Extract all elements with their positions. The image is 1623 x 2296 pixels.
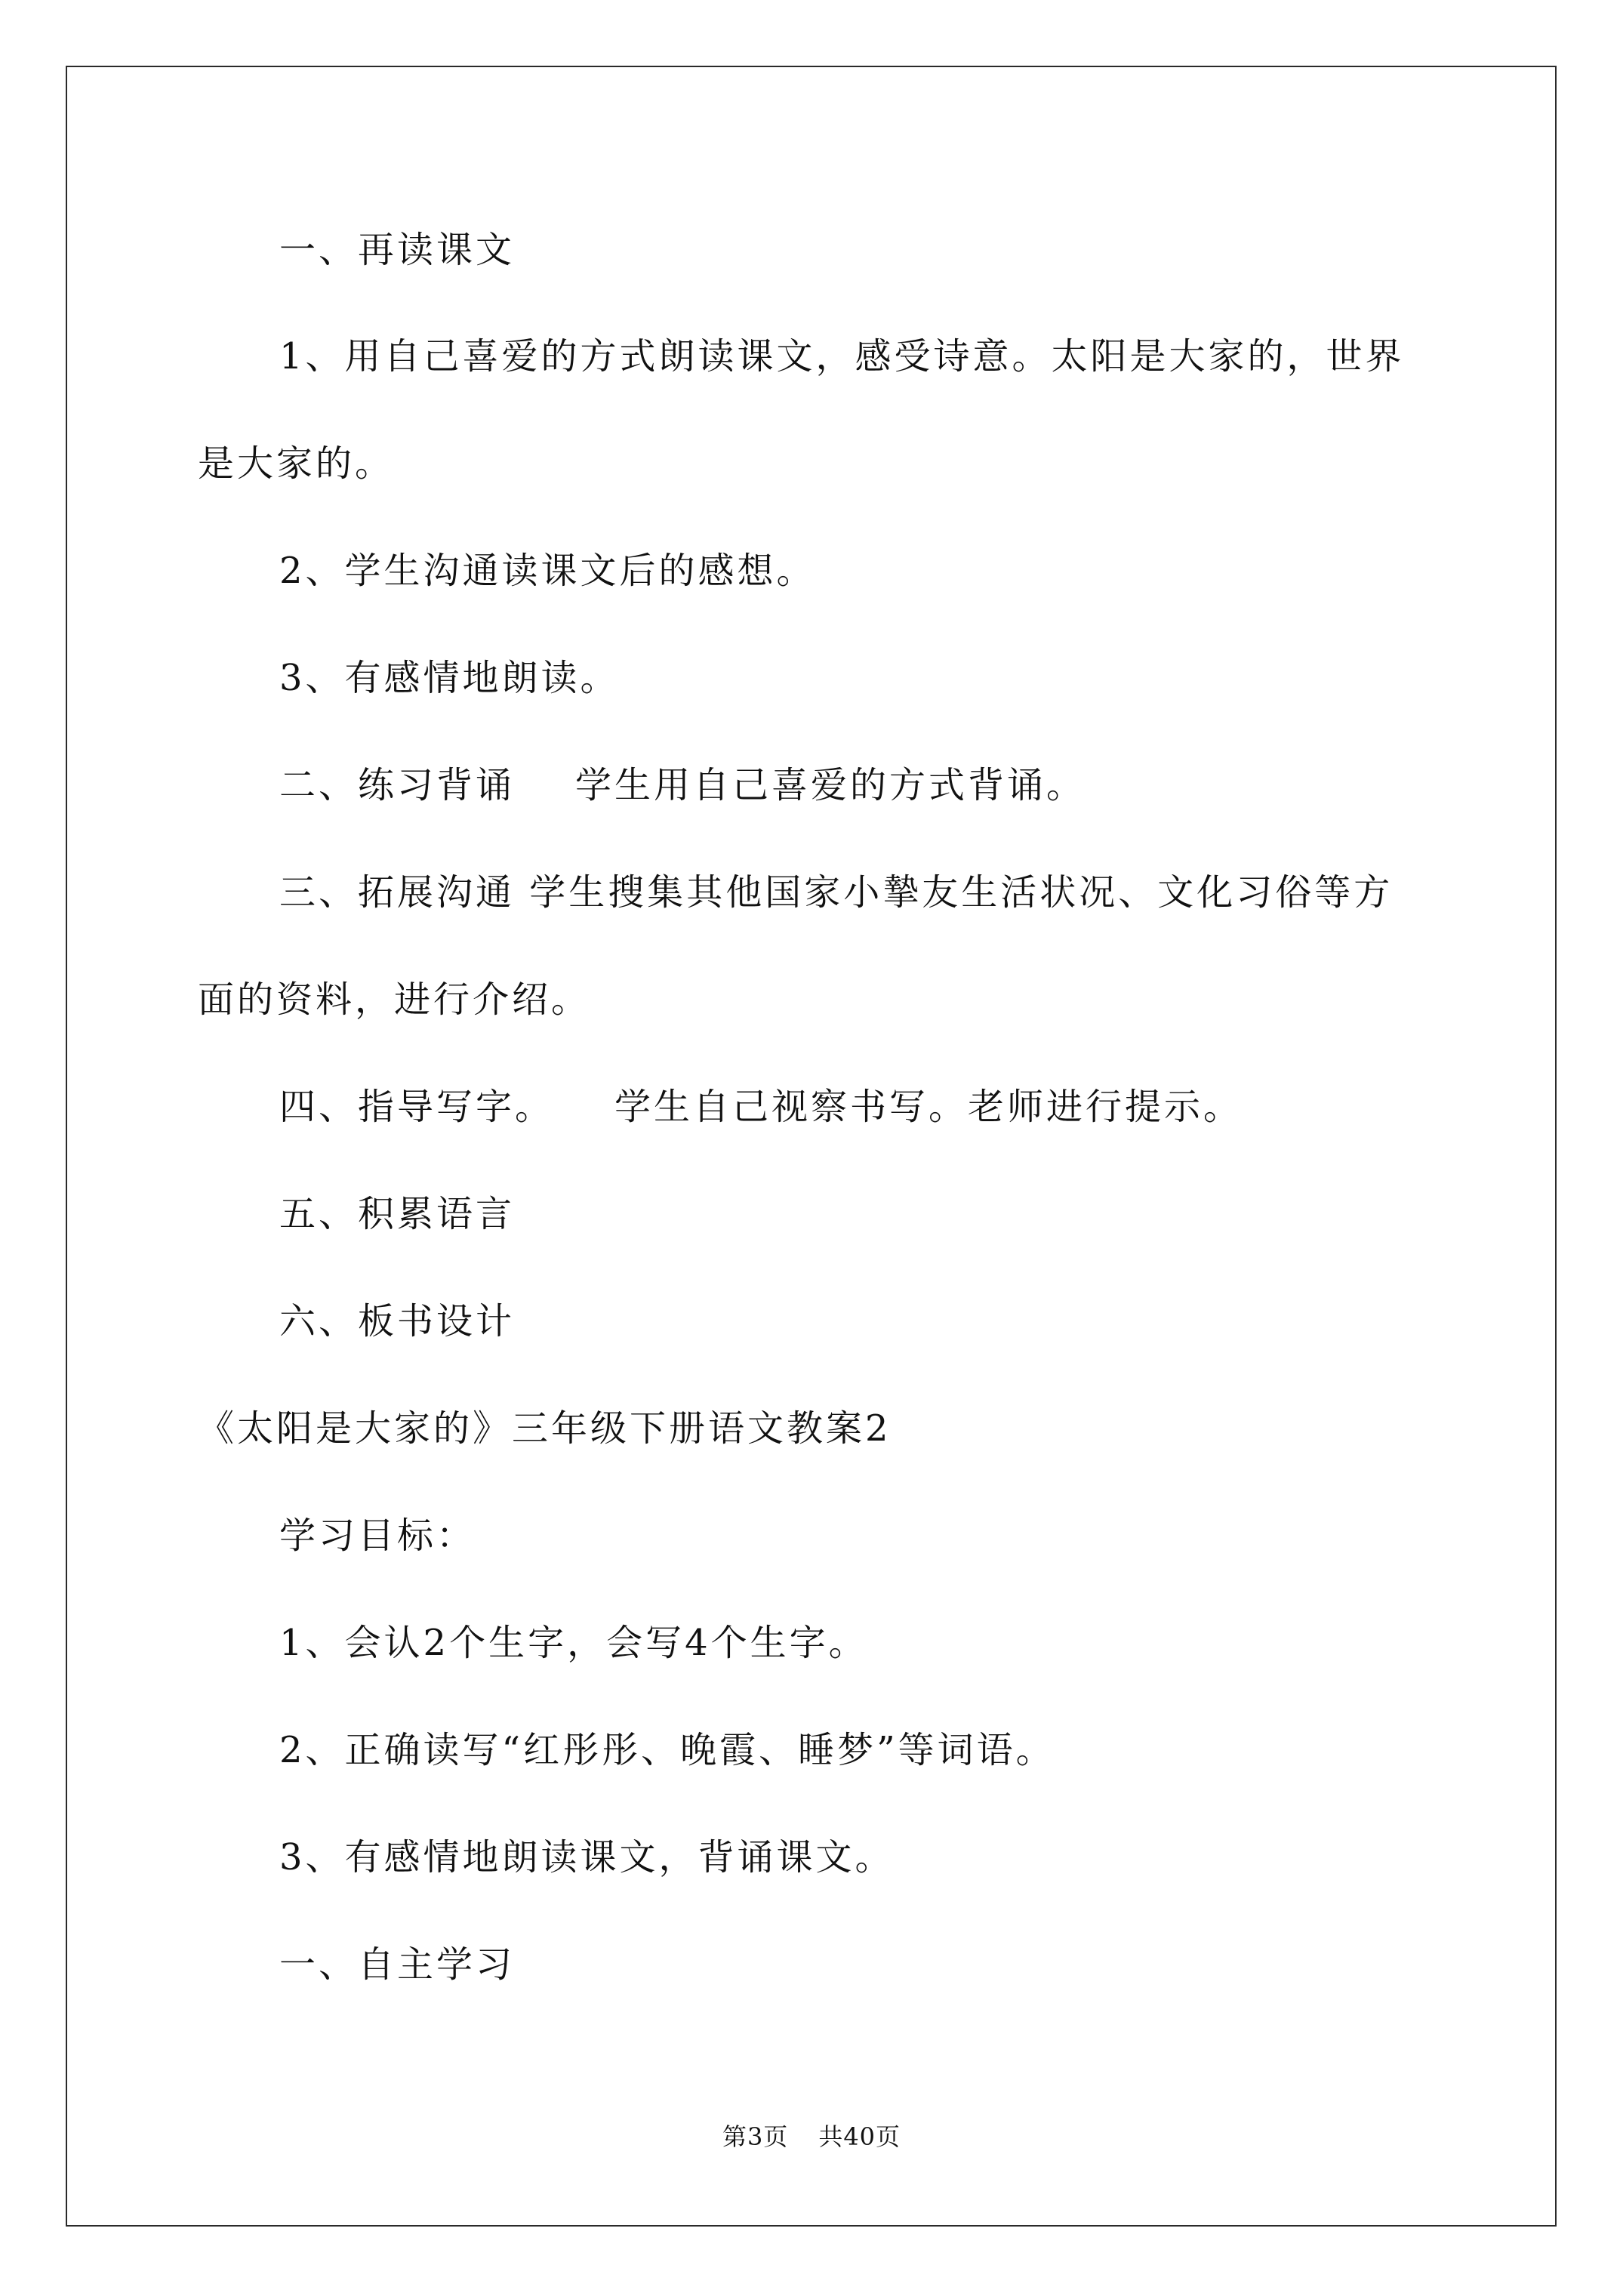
section-heading-self-study: 一、自主学习	[279, 1943, 516, 1986]
page-footer	[0, 2122, 1623, 2152]
paragraph-line: 面的资料，进行介绍。	[198, 978, 591, 1021]
paragraph-line: 三、拓展沟通 学生搜集其他国家小摯友生活状况、文化习俗等方	[279, 871, 1394, 914]
paragraph-line	[279, 1084, 1243, 1130]
section-heading-language: 五、积累语言	[279, 1193, 516, 1235]
objectives-heading: 学习目标：	[279, 1515, 476, 1557]
section-heading-reread: 一、再读课文	[279, 229, 516, 271]
lesson-title: 《太阳是大家的》三年级下册语文教案2	[198, 1407, 892, 1450]
paragraph-line: 1、用自己喜爱的方式朗读课文，感受诗意。太阳是大家的，世界	[279, 335, 1405, 378]
page-border	[66, 66, 1557, 2227]
section-heading-recite: 二、练习背诵	[279, 764, 516, 806]
section-heading-board: 六、板书设计	[279, 1300, 516, 1342]
paragraph-line	[279, 763, 1086, 808]
paragraph-line: 3、有感情地朗读。	[279, 657, 620, 699]
writing-text: 学生自己视察书写。老师进行提示。	[614, 1086, 1243, 1128]
paragraph-line: 2、正确读写“红彤彤、晚霞、睡梦”等词语。	[279, 1729, 1055, 1771]
paragraph-line: 是大家的。	[198, 442, 395, 485]
section-heading-writing: 四、指导写字。	[279, 1086, 555, 1128]
paragraph-line: 1、会认2个生字，会写4个生字。	[279, 1622, 868, 1664]
page-number: 第3页	[722, 2122, 789, 2151]
paragraph-line: 2、学生沟通读课文后的感想。	[279, 550, 816, 592]
paragraph-line: 3、有感情地朗读课文，背诵课文。	[279, 1836, 895, 1878]
page-total: 共40页	[818, 2122, 901, 2151]
recite-text: 学生用自己喜爱的方式背诵。	[575, 764, 1086, 806]
